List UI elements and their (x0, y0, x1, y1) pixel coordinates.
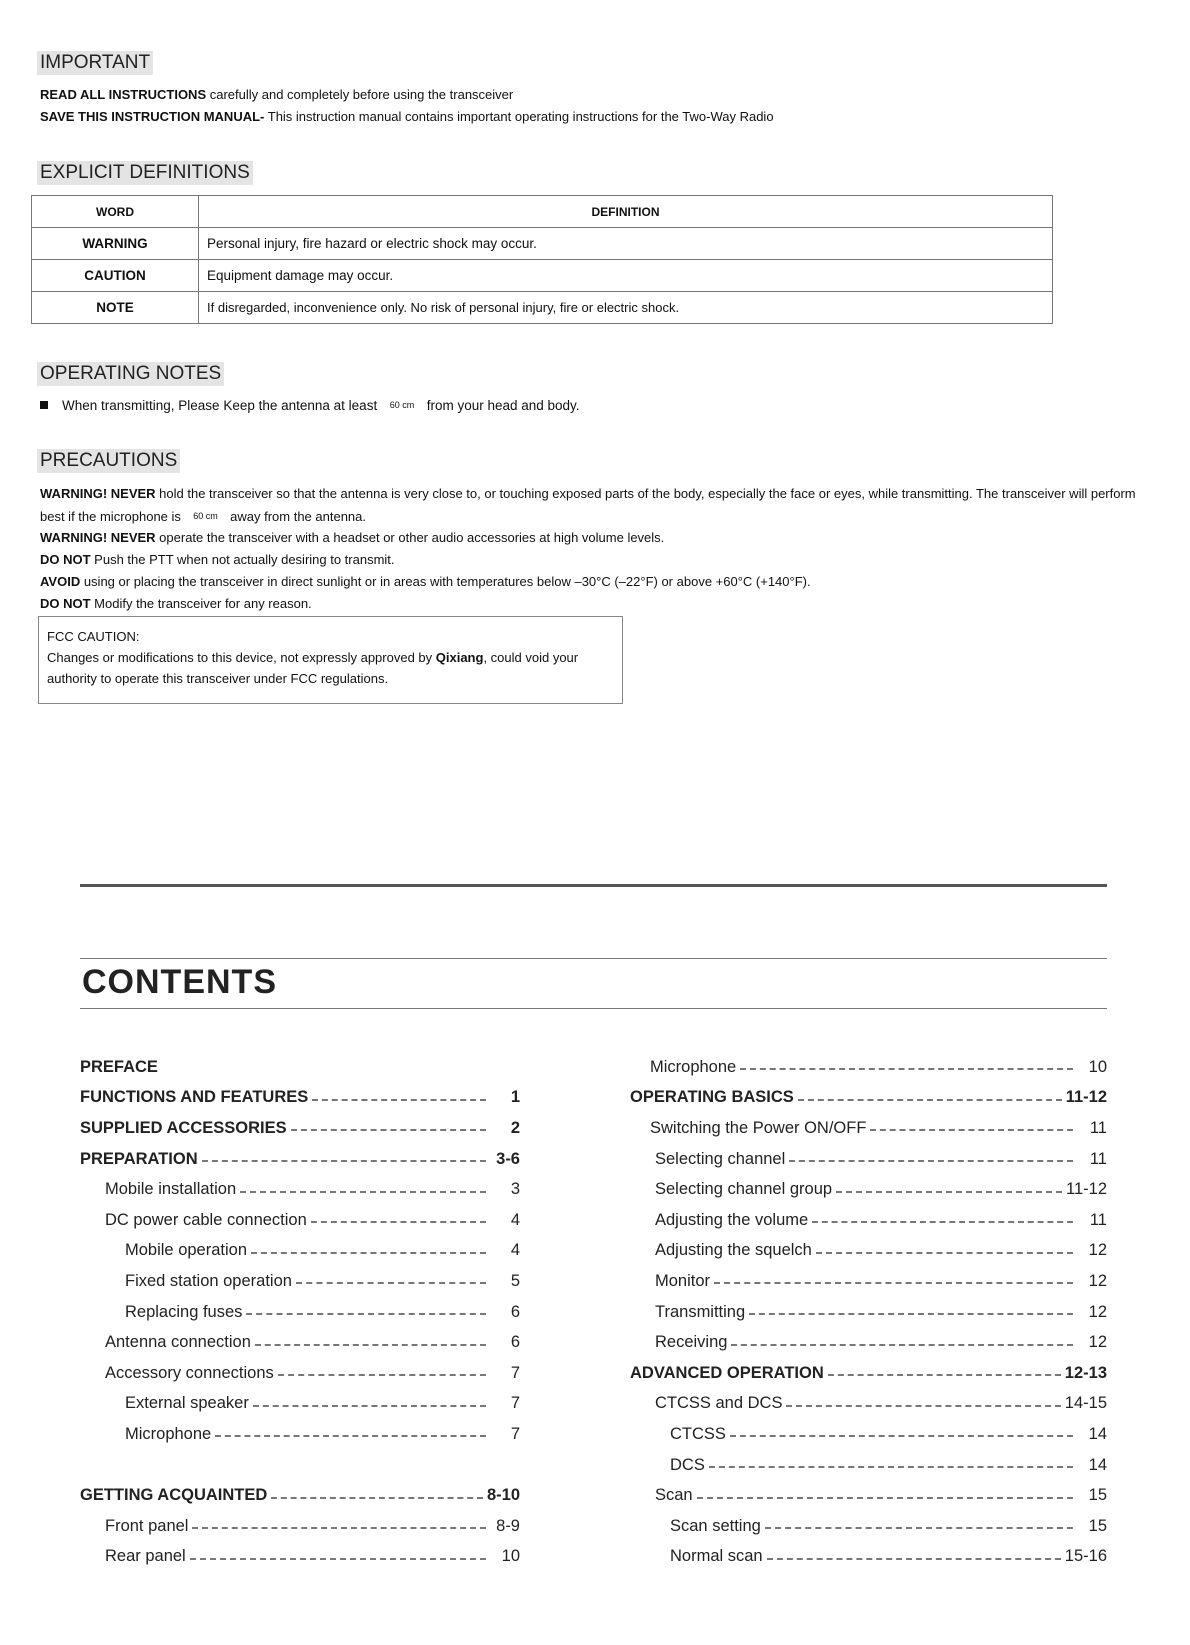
fcc-text-pre: Changes or modifications to this device, not expressly approved by (47, 650, 436, 665)
table-row (32, 292, 1053, 324)
toc-dot-leader (278, 1374, 486, 1376)
precaution-5-text: Modify the transceiver for any reason. (90, 596, 312, 611)
precaution-5 (40, 593, 1155, 615)
toc-entry[interactable] (630, 1358, 1107, 1389)
toc-entry[interactable] (80, 1266, 520, 1297)
toc-page-number: 15-16 (1064, 1547, 1107, 1566)
toc-page-number: 15 (1088, 1486, 1107, 1505)
word-cell: WARNING (32, 228, 199, 260)
toc-entry[interactable] (630, 1297, 1107, 1328)
toc-entry[interactable] (630, 1327, 1107, 1358)
read-all-instructions-bold: READ ALL INSTRUCTIONS (40, 87, 207, 102)
definition-cell: Personal injury, fire hazard or electric shock may occur. (199, 228, 1053, 260)
toc-dot-leader (786, 1405, 1060, 1407)
toc-page-number: 3 (510, 1180, 520, 1199)
toc-entry-label: Mobile installation (105, 1180, 237, 1199)
fcc-company-name: Qixiang (435, 650, 484, 665)
header-word: WORD (32, 196, 199, 228)
toc-dot-leader (789, 1160, 1073, 1162)
precaution-3-text: Push the PTT when not actually desiring to transmit. (90, 552, 395, 567)
toc-page-number: 7 (510, 1424, 520, 1443)
precaution-1-distance: 60 cm (193, 511, 218, 521)
toc-page-number: 2 (510, 1118, 520, 1137)
toc-entry[interactable] (80, 1327, 520, 1358)
toc-page-number: 6 (510, 1302, 520, 1321)
fcc-caution-text (47, 647, 614, 689)
toc-dot-leader (836, 1191, 1062, 1193)
toc-dot-leader (740, 1068, 1073, 1070)
toc-page-number: 14 (1088, 1424, 1107, 1443)
precaution-3-bold: DO NOT (40, 552, 91, 567)
toc-dot-leader (731, 1344, 1073, 1346)
toc-page-number: 12-13 (1064, 1363, 1107, 1382)
precaution-2-text: operate the transceiver with a headset or other audio accessories at high volume levels. (155, 530, 665, 545)
precaution-5-bold: DO NOT (40, 596, 91, 611)
definitions-table (31, 195, 1053, 324)
toc-dot-leader (190, 1558, 486, 1560)
toc-entry-label: CTCSS (670, 1424, 726, 1443)
note-distance: 60 cm (389, 400, 415, 410)
toc-entry-label: Transmitting (655, 1302, 746, 1321)
toc-dot-leader (192, 1527, 486, 1529)
toc-entry-label: SUPPLIED ACCESSORIES (80, 1118, 287, 1137)
word-cell: NOTE (32, 292, 199, 324)
important-line-1 (40, 86, 513, 104)
save-manual-text: This instruction manual contains important operating instructions for the Two-Way Radio (264, 109, 774, 124)
important-heading: IMPORTANT (37, 51, 153, 75)
toc-entry-label: Fixed station operation (125, 1271, 292, 1290)
toc-dot-leader (798, 1099, 1062, 1101)
toc-entry-label: FUNCTIONS AND FEATURES (80, 1088, 309, 1107)
toc-dot-leader (714, 1282, 1073, 1284)
contents-title: CONTENTS (82, 963, 277, 1001)
toc-entry-label: Adjusting the squelch (655, 1241, 812, 1260)
precaution-4-text: using or placing the transceiver in direct sunlight or in areas with temperatures below –30°C (–22°F) or above +60°C (+140°F). (80, 574, 811, 589)
toc-entry-label: Antenna connection (105, 1333, 251, 1352)
toc-entry[interactable] (80, 1236, 520, 1267)
toc-page-number: 7 (510, 1363, 520, 1382)
toc-entry-label: OPERATING BASICS (630, 1088, 794, 1107)
toc-entry-label: Normal scan (670, 1547, 763, 1566)
toc-page-number: 5 (510, 1271, 520, 1290)
toc-page-number: 4 (510, 1241, 520, 1260)
toc-dot-leader (255, 1344, 486, 1346)
toc-dot-leader (697, 1497, 1073, 1499)
fcc-caution-box (38, 616, 623, 704)
toc-entry-label: Microphone (125, 1424, 212, 1443)
toc-entry-label: CTCSS and DCS (655, 1394, 783, 1413)
toc-dot-leader (253, 1405, 486, 1407)
toc-page-number: 1 (510, 1088, 520, 1107)
toc-page-number: 12 (1088, 1241, 1107, 1260)
toc-dot-leader (870, 1129, 1073, 1131)
toc-dot-leader (291, 1129, 486, 1131)
operating-note-bullet (40, 398, 580, 413)
toc-entry-label: DCS (670, 1455, 705, 1474)
toc-entry[interactable] (80, 1389, 520, 1420)
toc-entry-label: Mobile operation (125, 1241, 247, 1260)
toc-entry[interactable] (80, 1052, 520, 1083)
toc-entry-label: ADVANCED OPERATION (630, 1363, 824, 1382)
precaution-1-bold: WARNING! NEVER (40, 486, 156, 501)
toc-page-number: 11 (1089, 1118, 1107, 1137)
toc-page-number: 7 (510, 1394, 520, 1413)
word-cell: CAUTION (32, 260, 199, 292)
toc-entry[interactable] (80, 1542, 520, 1573)
toc-entry[interactable] (630, 1052, 1107, 1083)
definition-cell: Equipment damage may occur. (199, 260, 1053, 292)
table-row (32, 260, 1053, 292)
toc-entry-label: Accessory connections (105, 1363, 274, 1382)
toc-page-number: 4 (510, 1210, 520, 1229)
precaution-1-tail: away from the antenna. (226, 509, 367, 524)
toc-entry[interactable] (630, 1083, 1107, 1114)
toc-entry[interactable] (630, 1419, 1107, 1450)
precaution-2 (40, 527, 1155, 549)
precaution-1-text: hold the transceiver so that the antenna is very close to, or touching exposed parts of the body, especially the face or eyes, while transmitting. The transceiver will perform best if the microphone is (40, 486, 1136, 524)
toc-entry[interactable] (630, 1542, 1107, 1573)
toc-entry[interactable] (630, 1450, 1107, 1481)
save-manual-bold: SAVE THIS INSTRUCTION MANUAL- (40, 109, 265, 124)
note-text-pre: When transmitting, Please Keep the antenna at least (62, 398, 381, 413)
note-text-post: from your head and body. (422, 398, 580, 413)
toc-dot-leader (251, 1252, 486, 1254)
toc-dot-leader (765, 1527, 1073, 1529)
toc-dot-leader (311, 1221, 486, 1223)
toc-entry[interactable] (630, 1113, 1107, 1144)
toc-dot-leader (749, 1313, 1073, 1315)
toc-entry[interactable] (80, 1297, 520, 1328)
toc-entry-label: Switching the Power ON/OFF (650, 1118, 867, 1137)
toc-entry-label: Replacing fuses (125, 1302, 243, 1321)
toc-dot-leader (202, 1160, 486, 1162)
toc-entry[interactable] (80, 1113, 520, 1144)
toc-page-number: 12 (1088, 1271, 1107, 1290)
fcc-text-post: , could void your authority to operate this transceiver under FCC regulations. (47, 650, 579, 686)
toc-dot-leader (240, 1191, 486, 1193)
toc-entry-label: GETTING ACQUAINTED (80, 1486, 268, 1505)
toc-page-number: 14 (1088, 1455, 1107, 1474)
toc-entry[interactable] (80, 1511, 520, 1542)
toc-dot-leader (828, 1374, 1061, 1376)
toc-entry[interactable] (630, 1144, 1107, 1175)
toc-dot-leader (816, 1252, 1073, 1254)
toc-entry-label: Selecting channel (655, 1149, 786, 1168)
fcc-caution-title: FCC CAUTION: (47, 629, 140, 644)
toc-spacer (80, 1450, 520, 1481)
toc-entry[interactable] (80, 1205, 520, 1236)
read-all-instructions-text: carefully and completely before using the transceiver (206, 87, 514, 102)
precautions-heading: PRECAUTIONS (37, 449, 180, 473)
precaution-3 (40, 549, 1155, 571)
toc-entry[interactable] (630, 1174, 1107, 1205)
precaution-2-bold: WARNING! NEVER (40, 530, 156, 545)
toc-right-column (630, 1052, 1107, 1572)
toc-page-number: 11-12 (1065, 1088, 1107, 1107)
toc-entry[interactable] (630, 1236, 1107, 1267)
toc-entry[interactable] (630, 1511, 1107, 1542)
toc-entry-label: Rear panel (105, 1547, 186, 1566)
toc-page-number: 12 (1088, 1333, 1107, 1352)
important-line-2 (40, 108, 774, 126)
toc-page-number: 11-12 (1066, 1180, 1107, 1199)
divider-thin-bottom (80, 1008, 1107, 1009)
toc-dot-leader (767, 1558, 1061, 1560)
toc-entry-label: Scan setting (670, 1516, 761, 1535)
table-row (32, 228, 1053, 260)
toc-dot-leader (812, 1221, 1073, 1223)
precaution-4 (40, 571, 1155, 593)
toc-entry[interactable] (630, 1480, 1107, 1511)
toc-entry-label: External speaker (125, 1394, 249, 1413)
toc-entry-label: PREPARATION (80, 1149, 198, 1168)
toc-page-number: 11 (1089, 1210, 1107, 1229)
operating-notes-heading: OPERATING NOTES (37, 362, 224, 386)
divider-thick (80, 884, 1107, 887)
toc-dot-leader (296, 1282, 486, 1284)
toc-page-number: 10 (1088, 1057, 1107, 1076)
toc-entry-label: Front panel (105, 1516, 189, 1535)
header-definition: DEFINITION (199, 196, 1053, 228)
toc-dot-leader (215, 1435, 486, 1437)
definition-cell: If disregarded, inconvenience only. No risk of personal injury, fire or electric shock. (199, 292, 1053, 324)
toc-page-number: 8-9 (496, 1516, 520, 1535)
toc-entry-label: Receiving (655, 1333, 728, 1352)
toc-page-number: 10 (501, 1547, 520, 1566)
toc-page-number: 12 (1088, 1302, 1107, 1321)
toc-entry-label: Microphone (650, 1057, 737, 1076)
toc-entry[interactable] (630, 1266, 1107, 1297)
toc-dot-leader (730, 1435, 1073, 1437)
toc-entry-label: Monitor (655, 1271, 711, 1290)
toc-page-number: 3-6 (496, 1149, 520, 1168)
toc-entry-label: DC power cable connection (105, 1210, 307, 1229)
toc-entry[interactable] (80, 1480, 520, 1511)
toc-dot-leader (312, 1099, 486, 1101)
toc-entry[interactable] (80, 1144, 520, 1175)
precaution-4-bold: AVOID (40, 574, 81, 589)
bullet-square-icon (40, 401, 48, 409)
toc-entry[interactable] (630, 1205, 1107, 1236)
toc-entry[interactable] (80, 1358, 520, 1389)
precaution-1 (40, 483, 1155, 528)
definitions-header-row (32, 196, 1053, 228)
toc-page-number: 11 (1089, 1149, 1107, 1168)
toc-page-number: 15 (1088, 1516, 1107, 1535)
toc-entry[interactable] (80, 1083, 520, 1114)
toc-entry-label: PREFACE (80, 1057, 158, 1076)
divider-thin-top (80, 958, 1107, 959)
toc-page-number: 6 (510, 1333, 520, 1352)
toc-left-column (80, 1052, 520, 1572)
toc-dot-leader (246, 1313, 486, 1315)
toc-page-number: 8-10 (486, 1486, 520, 1505)
toc-dot-leader (709, 1466, 1073, 1468)
definitions-heading: EXPLICIT DEFINITIONS (37, 161, 253, 185)
toc-entry[interactable] (630, 1389, 1107, 1420)
toc-entry[interactable] (80, 1174, 520, 1205)
toc-entry-label: Adjusting the volume (655, 1210, 809, 1229)
toc-entry-label: Selecting channel group (655, 1180, 833, 1199)
toc-dot-leader (271, 1497, 483, 1499)
toc-page-number: 14-15 (1064, 1394, 1107, 1413)
toc-entry-label: Scan (655, 1486, 693, 1505)
toc-entry[interactable] (80, 1419, 520, 1450)
